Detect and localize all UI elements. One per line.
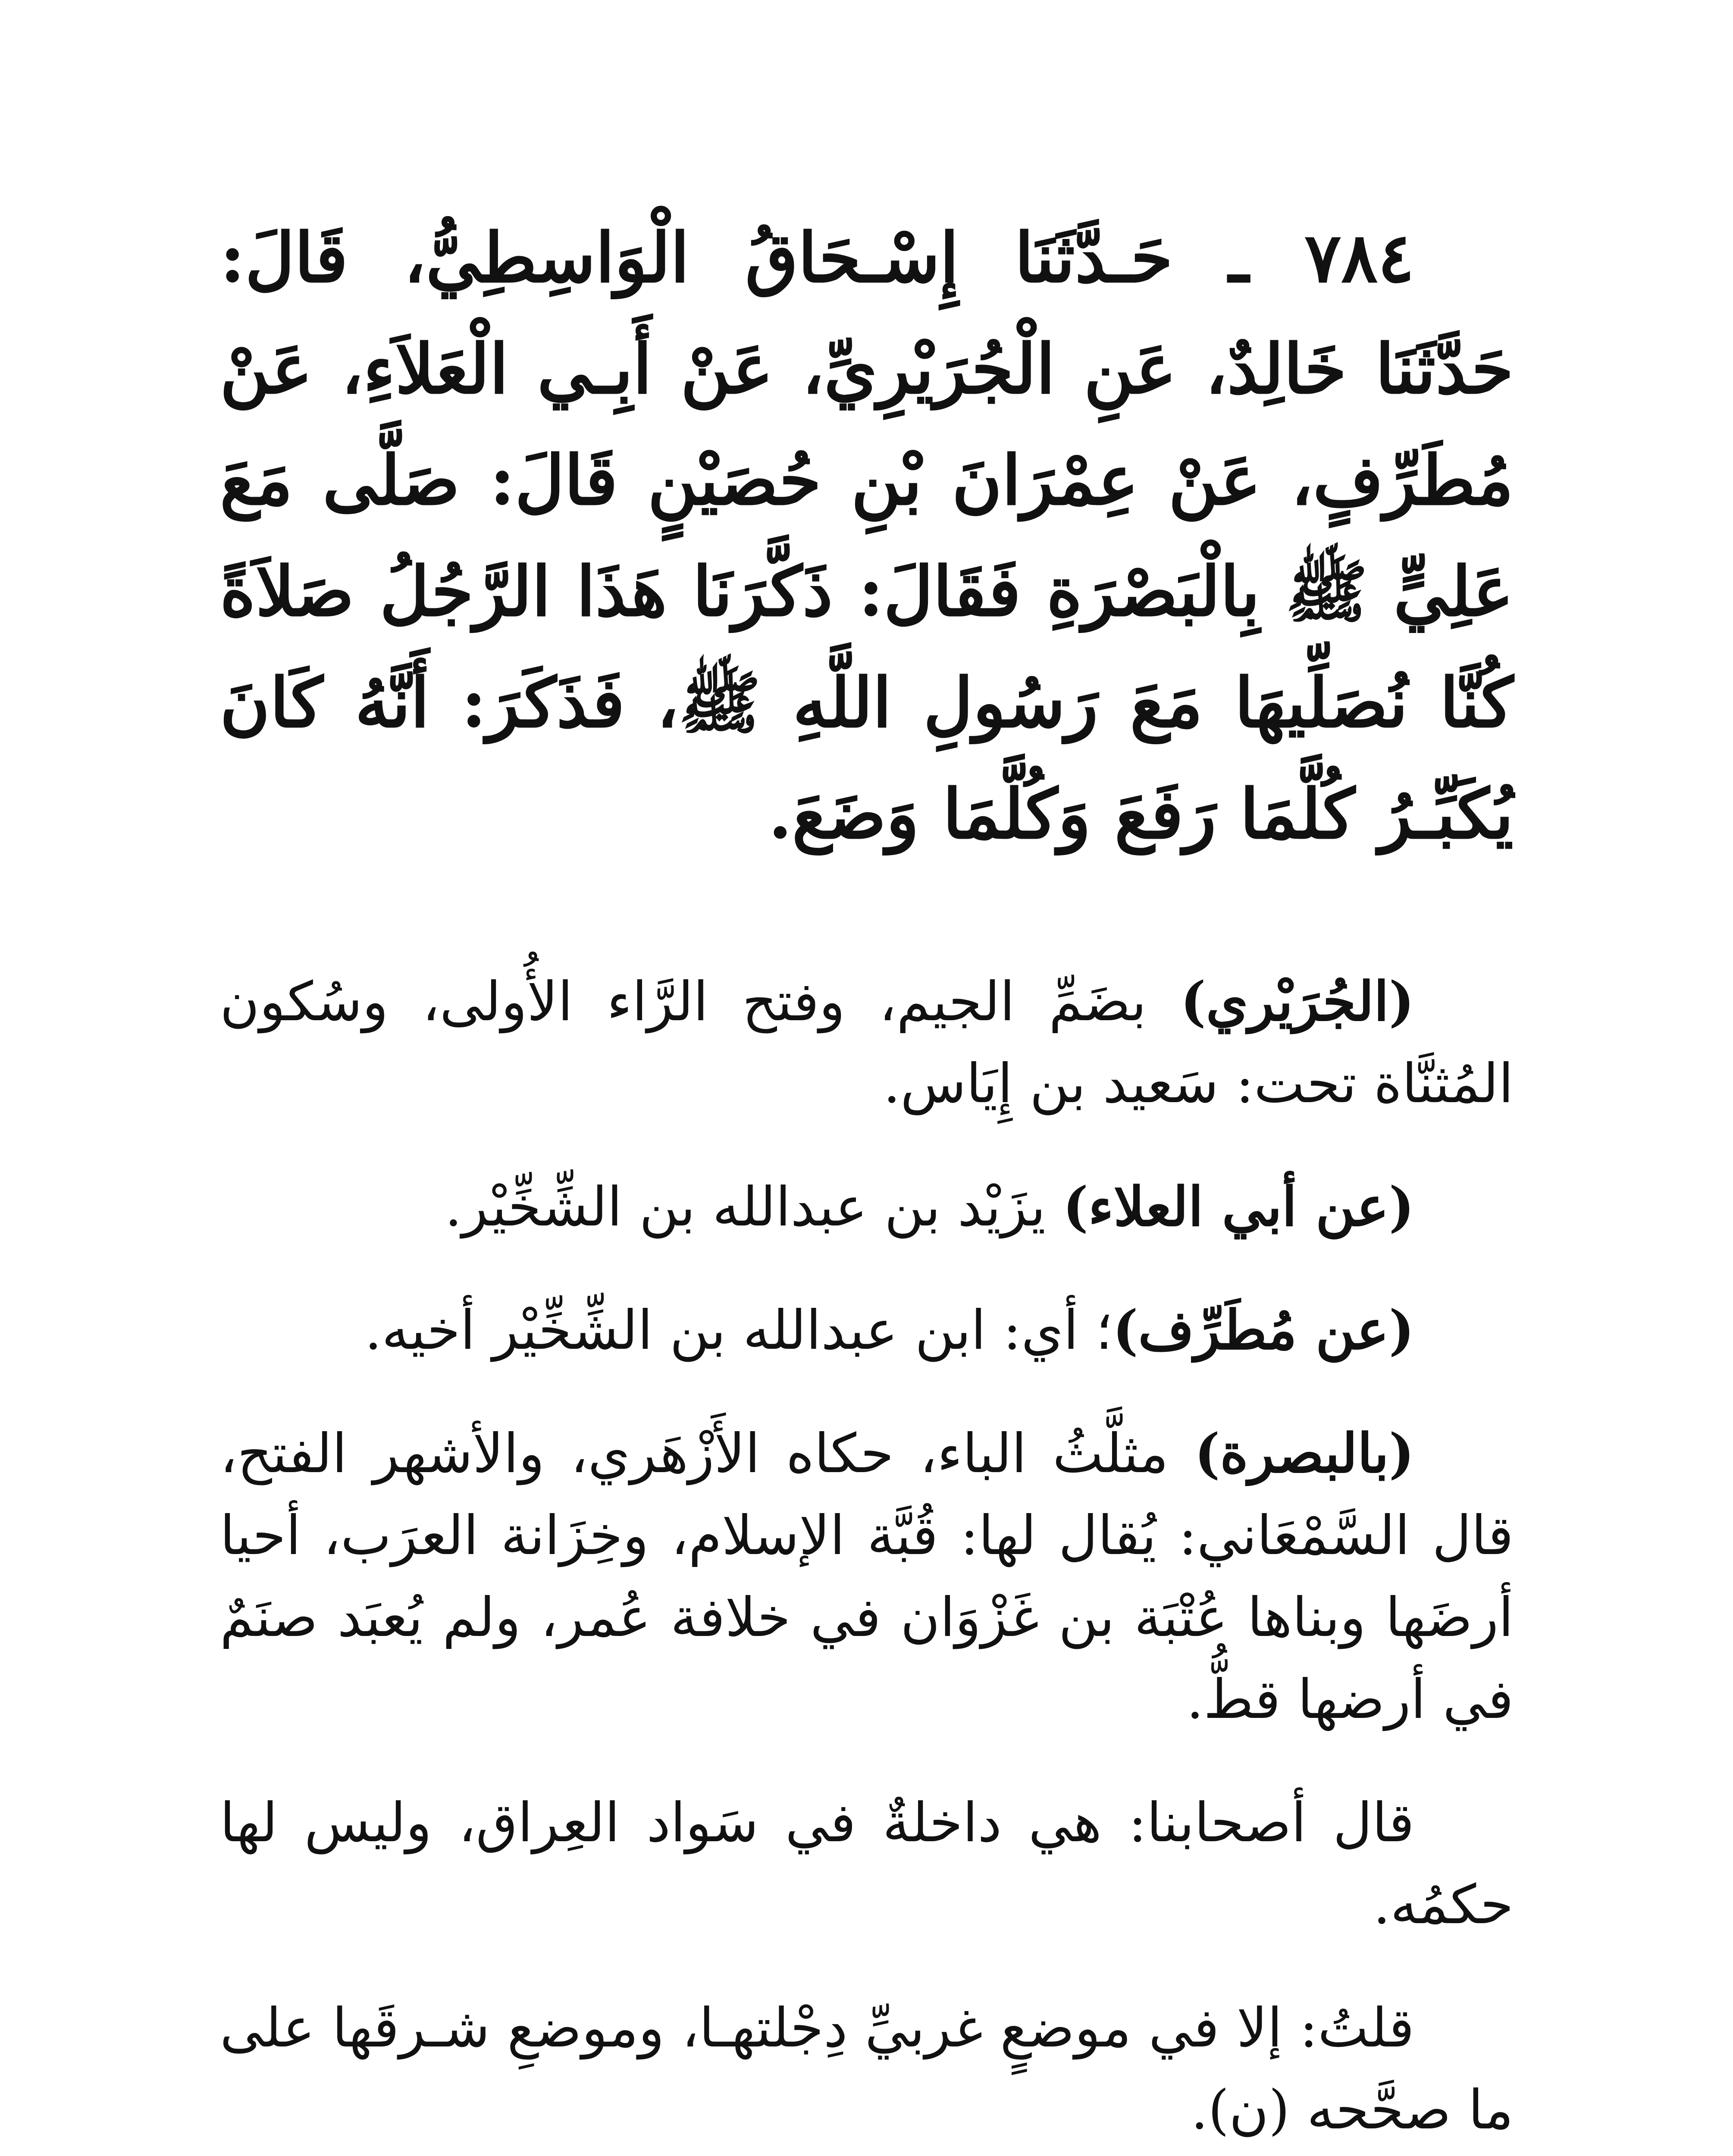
commentary-text: يزَيْد بن عبدالله بن الشِّخِّيْر. <box>445 1176 1063 1238</box>
commentary-paragraph <box>220 1413 1514 1741</box>
commentary-keyword: (بالبصرة) <box>1194 1422 1414 1485</box>
commentary-keyword: (عن أبي العلاء) <box>1062 1175 1414 1238</box>
commentary-paragraph <box>220 1782 1514 1946</box>
commentary-paragraph <box>220 1987 1514 2151</box>
commentary <box>220 961 1514 2156</box>
commentary-text: قال أصحابنا: هي داخلةٌ في سَواد العِراق، وليس لها حكمُه. <box>220 1792 1514 1936</box>
commentary-paragraph <box>220 1166 1514 1248</box>
page-body <box>220 203 1514 2156</box>
commentary-text: مثلَّثُ الباء، حكاه الأَزْهَري، والأشهر الفتح، قال السَّمْعَاني: يُقال لها: قُبَّة الإسلام، وخِزَانة العرَب، أحيا أرضَها وبناها عُتْبَة بن غَزْوَان في خلافة عُمر، ولم يُعبَد صنَمٌ في أرضها قطُّ. <box>220 1423 1514 1731</box>
commentary-paragraph <box>220 961 1514 1125</box>
commentary-paragraph <box>220 1289 1514 1372</box>
commentary-text: بضَمِّ الجيم، وفتح الرَّاء الأُولى، وسُكون المُثنَّاة تحت: سَعيد بن إِيَاس. <box>220 971 1514 1115</box>
hadith-text: ٧٨٤ ـ حَـدَّثَنَا إِسْـحَاقُ الْوَاسِطِيُّ، قَالَ: حَدَّثَنَا خَالِدٌ، عَنِ الْجُرَيْرِيِّ، عَنْ أَبِـي الْعَلاَءِ، عَنْ مُطَرِّفٍ، عَنْ عِمْرَانَ بْنِ حُصَيْنٍ قَالَ: صَلَّى مَعَ عَلِيٍّ ﷺ بِالْبَصْرَةِ فَقَالَ: ذَكَّرَنَا هَذَا الرَّجُلُ صَلاَةً كُنَّا نُصَلِّيهَا مَعَ رَسُولِ اللَّهِ ﷺ، فَذَكَرَ: أَنَّهُ كَانَ يُكَبِّـرُ كُلَّمَا رَفَعَ وَكُلَّمَا وَضَعَ. <box>220 218 1514 854</box>
commentary-keyword: (الجُرَيْري) <box>1180 970 1414 1033</box>
commentary-text: قلتُ: إلا في موضعٍ غربيِّ دِجْلتهـا، وموضعِ شـرقَها على ما صحَّحه (ن). <box>220 1997 1514 2141</box>
commentary-keyword: (عن مُطَرِّف) <box>1113 1299 1414 1362</box>
commentary-text: ؛ أي: ابن عبدالله بن الشِّخِّيْر أخيه. <box>364 1299 1113 1362</box>
